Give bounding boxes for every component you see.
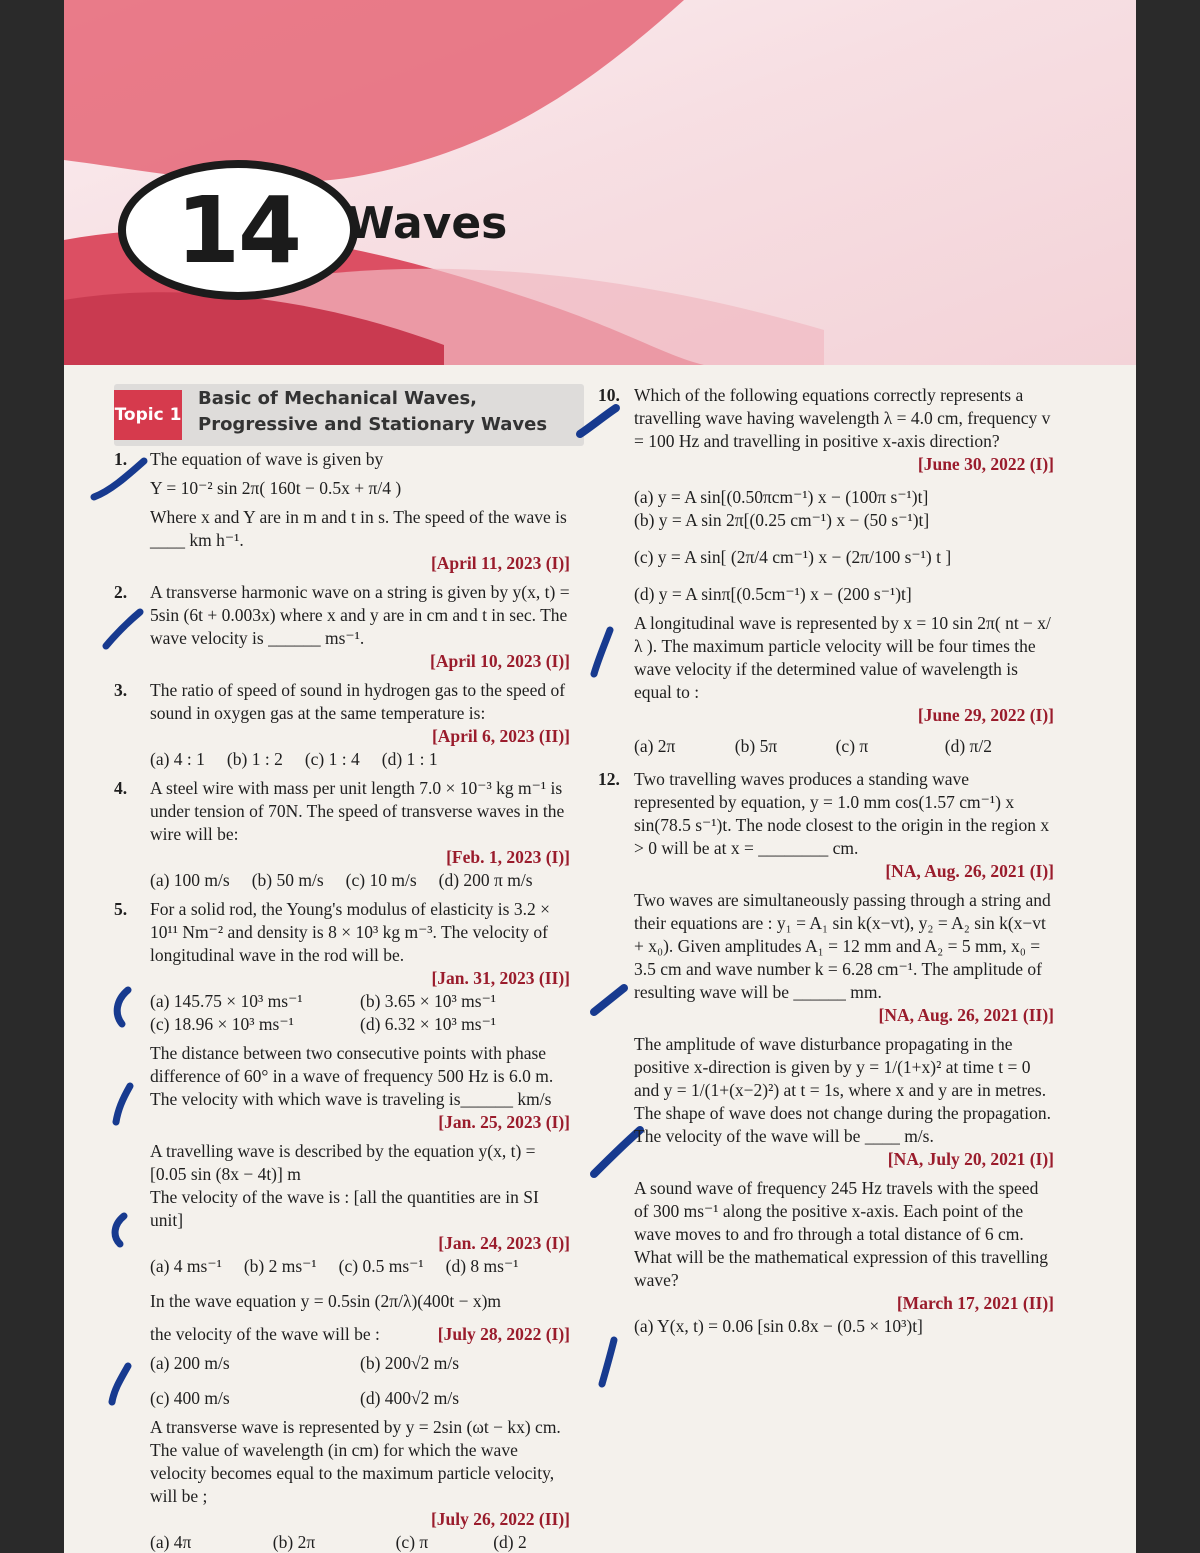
option: (d) 6.32 × 10³ ms⁻¹: [360, 1014, 497, 1034]
tick-mark-icon: [592, 1334, 628, 1390]
options: [150, 1531, 570, 1553]
option: (c) π: [395, 1532, 429, 1552]
tick-mark-icon: [108, 1080, 138, 1126]
option: (d) 400√2 m/s: [360, 1388, 460, 1408]
question-text: the velocity of the wave will be :: [150, 1324, 380, 1344]
option: (b) 3.65 × 10³ ms⁻¹: [360, 991, 497, 1011]
exam-source: [Jan. 25, 2023 (I)]: [438, 1112, 570, 1132]
question-4: [114, 777, 570, 892]
question-number: 5.: [114, 899, 128, 919]
option: (c) 18.96 × 10³ ms⁻¹: [150, 1014, 294, 1034]
exam-source: [Feb. 1, 2023 (I)]: [446, 847, 570, 867]
chapter-number: 14: [175, 176, 301, 284]
question-12: [598, 768, 1054, 883]
question-11: [634, 612, 1054, 758]
option: (d) 8 ms⁻¹: [445, 1256, 519, 1276]
topic-tag: Topic 1: [114, 390, 182, 440]
option: (a) 4 : 1: [150, 749, 205, 769]
tick-mark-icon: [108, 984, 138, 1030]
question-number: 10.: [598, 385, 620, 405]
option: (c) y = A sin[ (2π/4 cm⁻¹) x − (2π/100 s⁻¹) t ]: [634, 547, 952, 567]
topic-header: [114, 384, 584, 446]
topic-title: Basic of Mechanical Waves, Progressive and Stationary Waves: [198, 388, 548, 435]
question-7: [150, 1140, 570, 1278]
exam-source: [April 6, 2023 (II)]: [431, 726, 570, 746]
question-number: 12.: [598, 769, 620, 789]
question-text: The ratio of speed of sound in hydrogen gas to the speed of sound in oxygen gas at the same temperature is:: [150, 680, 566, 723]
question-text: A sound wave of frequency 245 Hz travels with the speed of 300 ms⁻¹ along the positive x-axis. Each point of the wave moves to and fro through a total distance of 6 cm. What will be the mathematical expression of this travelling wave?: [634, 1178, 1049, 1290]
option: (a) 200 m/s: [150, 1353, 230, 1373]
question-text: The amplitude of wave disturbance propagating in the positive x-direction is given by y = 1/(1+x)² at time t = 0 and y = 1/(1+(x−2)²) at t = 1s, where x and y are in metres. The shape of wave does not change during the propagation. The velocity of the wave will be ____ m/s.: [634, 1034, 1051, 1146]
option: (c) 400 m/s: [150, 1388, 230, 1408]
option: (b) 2π: [272, 1532, 316, 1552]
question-15: [634, 1177, 1054, 1338]
option: (b) 5π: [734, 736, 778, 756]
tick-mark-icon: [104, 1210, 134, 1250]
option: (b) 2 ms⁻¹: [243, 1256, 317, 1276]
question-text: The velocity of the wave is : [all the quantities are in SI unit]: [150, 1187, 539, 1230]
question-text: Which of the following equations correctly represents a travelling wave having wavelength λ = 4.0 cm, frequency v = 100 Hz and travelling in positive x-axis direction?: [634, 385, 1051, 451]
right-column: [598, 384, 1054, 1344]
option: (d) π/2: [944, 736, 993, 756]
option: (c) 1 : 4: [304, 749, 360, 769]
question-number: 4.: [114, 778, 128, 798]
option: (c) 10 m/s: [345, 870, 417, 890]
option: (a) 100 m/s: [150, 870, 230, 890]
options: [150, 990, 570, 1036]
option: (d) 2: [493, 1532, 527, 1552]
textbook-page: [64, 0, 1136, 1553]
tick-mark-icon: [584, 624, 624, 680]
question-5: [114, 898, 570, 1036]
exam-source: [Jan. 24, 2023 (I)]: [438, 1233, 570, 1253]
exam-source: [June 30, 2022 (I)]: [917, 454, 1054, 474]
tick-mark-icon: [98, 606, 148, 652]
question-text: A steel wire with mass per unit length 7.0 × 10⁻³ kg m⁻¹ is under tension of 70N. The speed of transverse waves in the wire will be:: [150, 778, 565, 844]
option: (d) 1 : 1: [381, 749, 438, 769]
options: [150, 1352, 570, 1410]
option: (b) 1 : 2: [226, 749, 283, 769]
exam-source: [NA, Aug. 26, 2021 (II)]: [878, 1005, 1054, 1025]
exam-source: [Jan. 31, 2023 (II)]: [431, 968, 570, 988]
question-text: A transverse harmonic wave on a string is given by y(x, t) = 5sin (6t + 0.003x) where x and y are in cm and t in sec. The wave velocity is ______ ms⁻¹.: [150, 582, 570, 648]
question-text: Two travelling waves produces a standing wave represented by equation, y = 1.0 mm cos(1.57 cm⁻¹) x sin(78.5 s⁻¹)t. The node closest to the origin in the region x > 0 will be at x = ________ cm.: [634, 769, 1050, 858]
question-text: A longitudinal wave is represented by x = 10 sin 2π( nt − x/λ ). The maximum particle velocity will be four times the wave velocity if the determined value of wavelength is equal to :: [634, 613, 1051, 702]
tick-mark-icon: [586, 980, 630, 1020]
options: [150, 1255, 570, 1278]
question-9: [150, 1416, 570, 1553]
equation: Y = 10⁻² sin 2π( 160t − 0.5x + π/4 ): [150, 478, 402, 498]
option: (c) π: [835, 736, 869, 756]
option: (b) 200√2 m/s: [360, 1353, 460, 1373]
question-number: 1.: [114, 449, 128, 469]
question-text: Where x and Y are in m and t in s. The speed of the wave is ____ km h⁻¹.: [150, 507, 567, 550]
question-text: The distance between two consecutive points with phase difference of 60° in a wave of frequency 500 Hz is 6.0 m. The velocity with which wave is traveling is______ km/s: [150, 1043, 554, 1109]
option: (a) y = A sin[(0.50πcm⁻¹) x − (100π s⁻¹)t]: [634, 487, 929, 507]
options: [150, 869, 570, 892]
question-text: The equation of wave is given by: [150, 449, 384, 469]
question-14: [634, 1033, 1054, 1171]
options: [150, 748, 570, 771]
exam-source: [July 26, 2022 (II)]: [430, 1509, 570, 1529]
question-text: In the wave equation y = 0.5sin (2π/λ)(400t − x)m: [150, 1291, 502, 1311]
option: (a) 4π: [150, 1532, 192, 1552]
options: [634, 735, 1054, 758]
chapter-title: Waves: [346, 198, 508, 249]
question-number: 3.: [114, 680, 128, 700]
exam-source: [NA, July 20, 2021 (I)]: [887, 1149, 1054, 1169]
question-6: [150, 1042, 570, 1134]
option: (b) 50 m/s: [251, 870, 324, 890]
chapter-badge: [118, 160, 358, 300]
question-text: Two waves are simultaneously passing through a string and their equations are : y₁ = A₁ sin k(x−vt), y₂ = A₂ sin k(x−vt + x₀). Given amplitudes A₁ = 12 mm and A₂ = 5 mm, x₀ = 3.5 cm and wave number k = 6.28 cm⁻¹. The amplitude of resulting wave will be ______ mm.: [634, 890, 1051, 1002]
option: (b) y = A sin 2π[(0.25 cm⁻¹) x − (50 s⁻¹)t]: [634, 510, 930, 530]
option: (c) 0.5 ms⁻¹: [338, 1256, 424, 1276]
question-number: 2.: [114, 582, 128, 602]
exam-source: [April 10, 2023 (I)]: [430, 651, 570, 671]
question-8: [150, 1290, 570, 1410]
exam-source: [NA, Aug. 26, 2021 (I)]: [885, 861, 1054, 881]
question-text: A travelling wave is described by the equation y(x, t) = [0.05 sin (8x − 4t)] m: [150, 1141, 536, 1184]
question-10: [598, 384, 1054, 606]
option: (a) 145.75 × 10³ ms⁻¹: [150, 991, 303, 1011]
tick-mark-icon: [104, 1360, 138, 1406]
question-13: [634, 889, 1054, 1027]
exam-source: [June 29, 2022 (I)]: [917, 705, 1054, 725]
exam-source: [March 17, 2021 (II)]: [896, 1293, 1054, 1313]
question-1: [114, 448, 570, 575]
option: (a) 4 ms⁻¹: [150, 1256, 222, 1276]
question-3: [114, 679, 570, 771]
option: (a) 2π: [634, 736, 676, 756]
question-text: A transverse wave is represented by y = 2sin (ωt − kx) cm. The value of wavelength (in cm) for which the wave velocity becomes equal to the maximum particle velocity, will be ;: [150, 1417, 561, 1506]
exam-source: [July 28, 2022 (I)]: [437, 1324, 570, 1344]
question-2: [114, 581, 570, 673]
option: (d) 200 π m/s: [438, 870, 533, 890]
question-text: For a solid rod, the Young's modulus of elasticity is 3.2 × 10¹¹ Nm⁻² and density is 8 × 10³ kg m⁻³. The velocity of longitudinal wave in the rod will be.: [150, 899, 550, 965]
left-column: [114, 448, 570, 1553]
option: (d) y = A sinπ[(0.5cm⁻¹) x − (200 s⁻¹)t]: [634, 584, 912, 604]
option: (a) Y(x, t) = 0.06 [sin 0.8x − (0.5 × 10³)t]: [634, 1316, 923, 1336]
exam-source: [April 11, 2023 (I)]: [430, 553, 570, 573]
